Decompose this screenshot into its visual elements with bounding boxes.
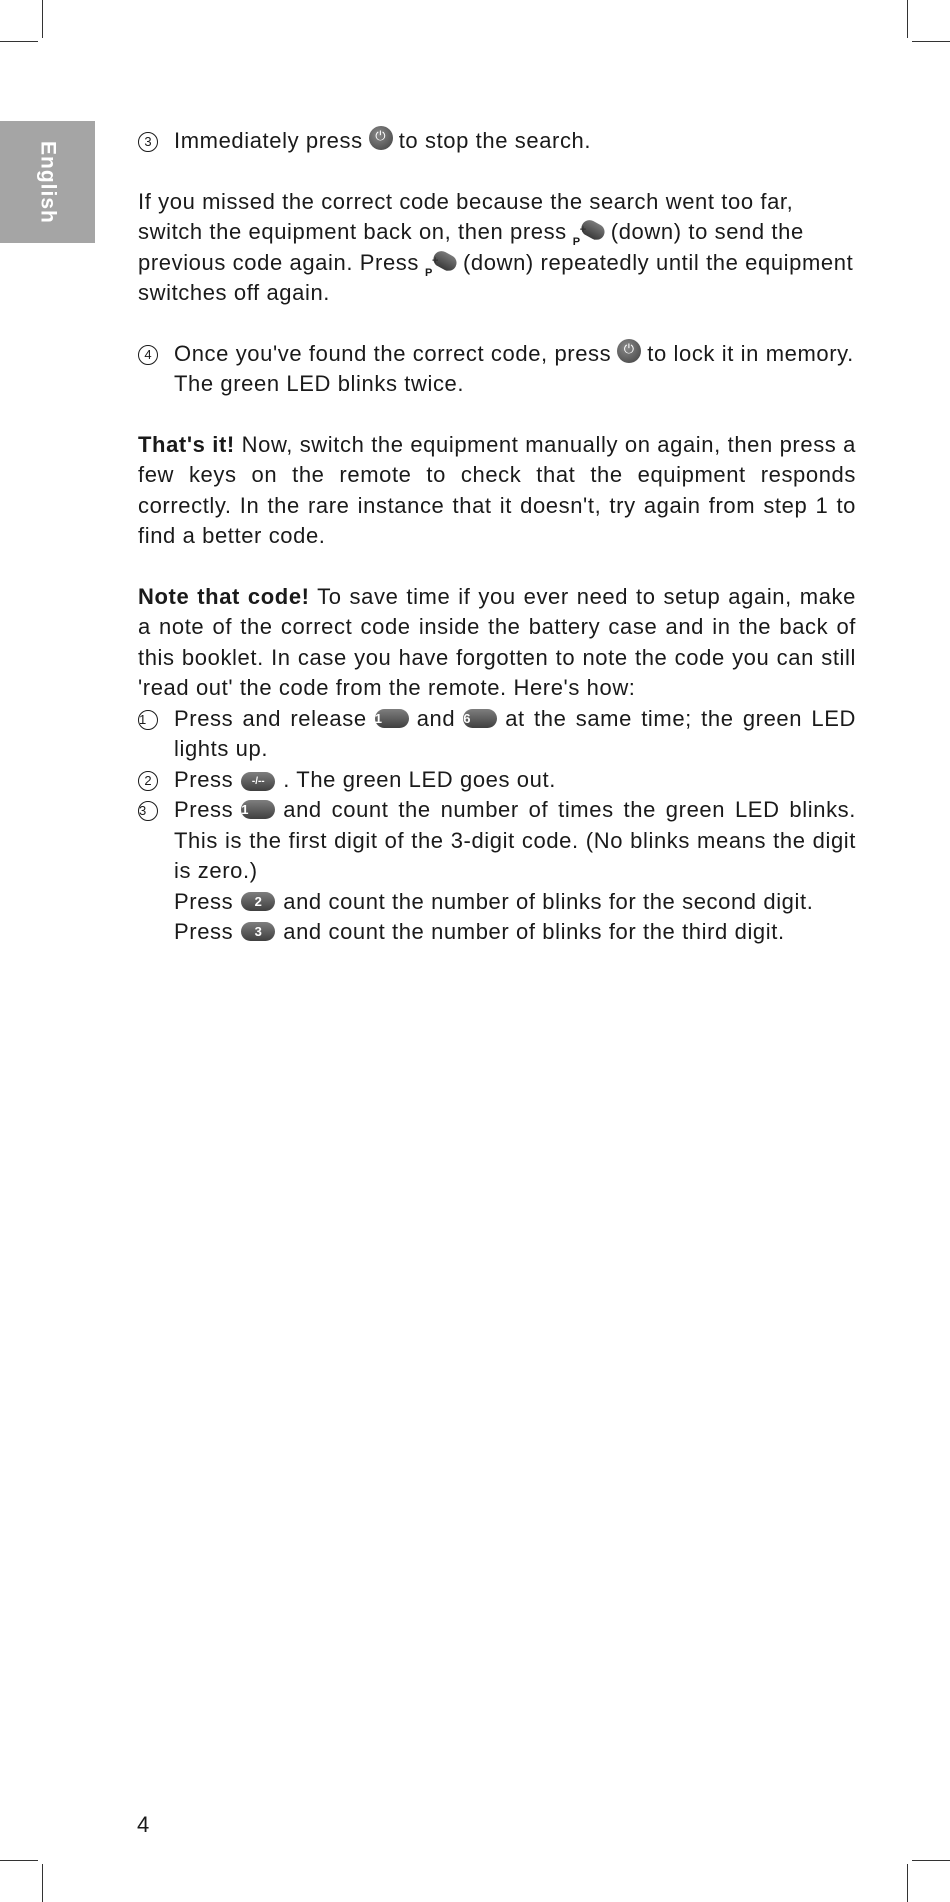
power-key-icon: [369, 126, 393, 150]
language-tab-label: English: [36, 140, 60, 224]
crop-mark: [907, 0, 908, 38]
language-tab: [0, 121, 95, 243]
program-down-key-icon: + − P: [573, 218, 605, 242]
crop-mark: [907, 1864, 908, 1902]
crop-mark: [0, 1860, 38, 1861]
thats-it-paragraph: That's it! Now, switch the equipment manually on again, then press a few keys on the remote to check that the equipment responds correctly. In the rare instance that it doesn't, try again from step 1 to find a better code.: [138, 431, 856, 548]
power-key-icon: [617, 339, 641, 363]
page-content: [138, 126, 856, 948]
crop-mark: [912, 41, 950, 42]
step-number: 4: [138, 345, 158, 365]
page-number: 4: [137, 1812, 150, 1837]
read-step-3: 3 Press 1 and count the number of times the green LED blinks. This is the first digit of the 3-digit code. (No blinks means the digit is zero.): [139, 797, 856, 883]
step-number: 1: [138, 710, 158, 730]
step-number: 3: [138, 801, 158, 821]
read-step-1: 1 Press and release 1 and 6 at the same time; the green LED lights up.: [139, 705, 856, 761]
digit-key-icon: 6: [463, 709, 497, 728]
digit-key-icon: 2: [241, 892, 275, 911]
step-4-lock-code: 4 Once you've found the correct code, press⏻ to lock it in memory. The green LED blinks twice.: [138, 339, 856, 400]
digit-key-icon: 3: [241, 922, 275, 941]
missed-code-paragraph: If you missed the correct code because the search went too far, switch the equipment back on, then press + − P (down) to send the previous code again. Press + − P (down) repeatedly until the equipment switches off again.: [138, 188, 854, 305]
digit-key-icon: 1: [375, 709, 409, 728]
read-step-3-third-digit: Press 3 and count the number of blinks for the third digit.: [174, 919, 785, 944]
dash-key-icon: -/--: [241, 772, 275, 791]
note-code-paragraph: Note that code! To save time if you ever need to setup again, make a note of the correct code inside the battery case and in the back of this booklet. In case you have forgotten to note the code you can still 'read out' the code from the remote. Here's how:: [138, 583, 856, 700]
step-number: 3: [138, 132, 158, 152]
digit-key-icon: 1: [241, 800, 275, 819]
program-down-key-icon: + − P: [425, 249, 457, 273]
read-step-3-second-digit: Press 2 and count the number of blinks for the second digit.: [174, 888, 814, 914]
crop-mark: [42, 1864, 43, 1902]
step-3-stop-search: 3 Immediately press⏻ to stop the search.: [138, 126, 856, 157]
crop-mark: [912, 1860, 950, 1861]
crop-mark: [42, 0, 43, 38]
step-number: 2: [138, 771, 158, 791]
read-step-2: 2 Press -/-- . The green LED goes out.: [138, 765, 856, 796]
crop-mark: [0, 41, 38, 42]
